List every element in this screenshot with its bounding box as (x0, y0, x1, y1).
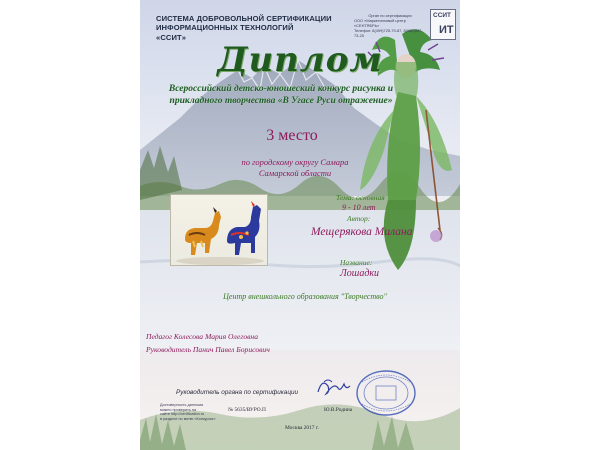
organization-name-line3: «ССИТ» (156, 32, 187, 42)
verification-note (160, 403, 222, 421)
verify-line4: в разделе по меню «Конкурсы». (160, 416, 217, 421)
organization-contact (354, 13, 426, 38)
organization-name-line1: СИСТЕМА ДОБРОВОЛЬНОЙ СЕРТИФИКАЦИИ (156, 14, 332, 23)
city-year: Москва 2017 г. (285, 425, 319, 431)
work-title-label: Название: (340, 258, 373, 267)
theme-label: Тема: основная (336, 193, 385, 202)
contact-line1: Орган по сертификации (368, 13, 412, 18)
organization-name-line2: ИНФОРМАЦИОННЫХ ТЕХНОЛОГИЙ (156, 23, 294, 33)
certification-head-label: Руководитель органа по сертификации (176, 389, 299, 396)
contact-line2: ООО «Маркетинговый центр «СЕНТЯБРЬ» (354, 18, 406, 28)
contact-line3: Телефон: 8(499)725-79-87, 8(962)907-73-25 (354, 28, 423, 38)
toy-horses-photo (170, 194, 268, 266)
verify-line1: Достоверность диплома (160, 403, 203, 407)
institution-name: Центр внешкольного образования "Творчество" (223, 292, 387, 301)
place-award: 3 место (266, 127, 318, 144)
signatory-name: Ю.В.Родина (324, 407, 353, 413)
ssit-logo (430, 9, 456, 40)
organization-name (156, 14, 361, 42)
handwritten-signature (314, 376, 354, 398)
logo-text-top: ССИТ (433, 12, 452, 19)
author-name: Мещерякова Милана (311, 226, 413, 238)
age-category: 9 - 10 лет (342, 203, 376, 212)
contest-line2: прикладного творчества «В Угасе Руси отражение» (169, 96, 393, 106)
logo-text-bottom: ИТ (439, 24, 454, 36)
round-seal-stamp (354, 368, 418, 418)
teacher-name: Педагог Колесова Мария Олеговна (146, 332, 258, 341)
author-label: Автор: (347, 214, 371, 223)
verify-line3: сайте http://certification.ru (160, 412, 205, 417)
diploma-number: № 5635/ВУРО.П (228, 407, 266, 413)
contest-line1: Всероссийский детско-юношеский конкурс рисунка и (168, 84, 394, 94)
diploma-title: Диплом (217, 40, 383, 80)
district-line1: по городскому округу Самара (241, 157, 349, 167)
district (210, 157, 380, 179)
verify-line2: можно проверить на (160, 407, 197, 412)
diploma-sheet (140, 0, 460, 450)
work-title: Лошадки (340, 268, 380, 279)
contest-name (166, 83, 396, 107)
district-line2: Самарской области (258, 168, 332, 178)
head-name: Руководитель Панич Павел Борисович (146, 345, 270, 354)
